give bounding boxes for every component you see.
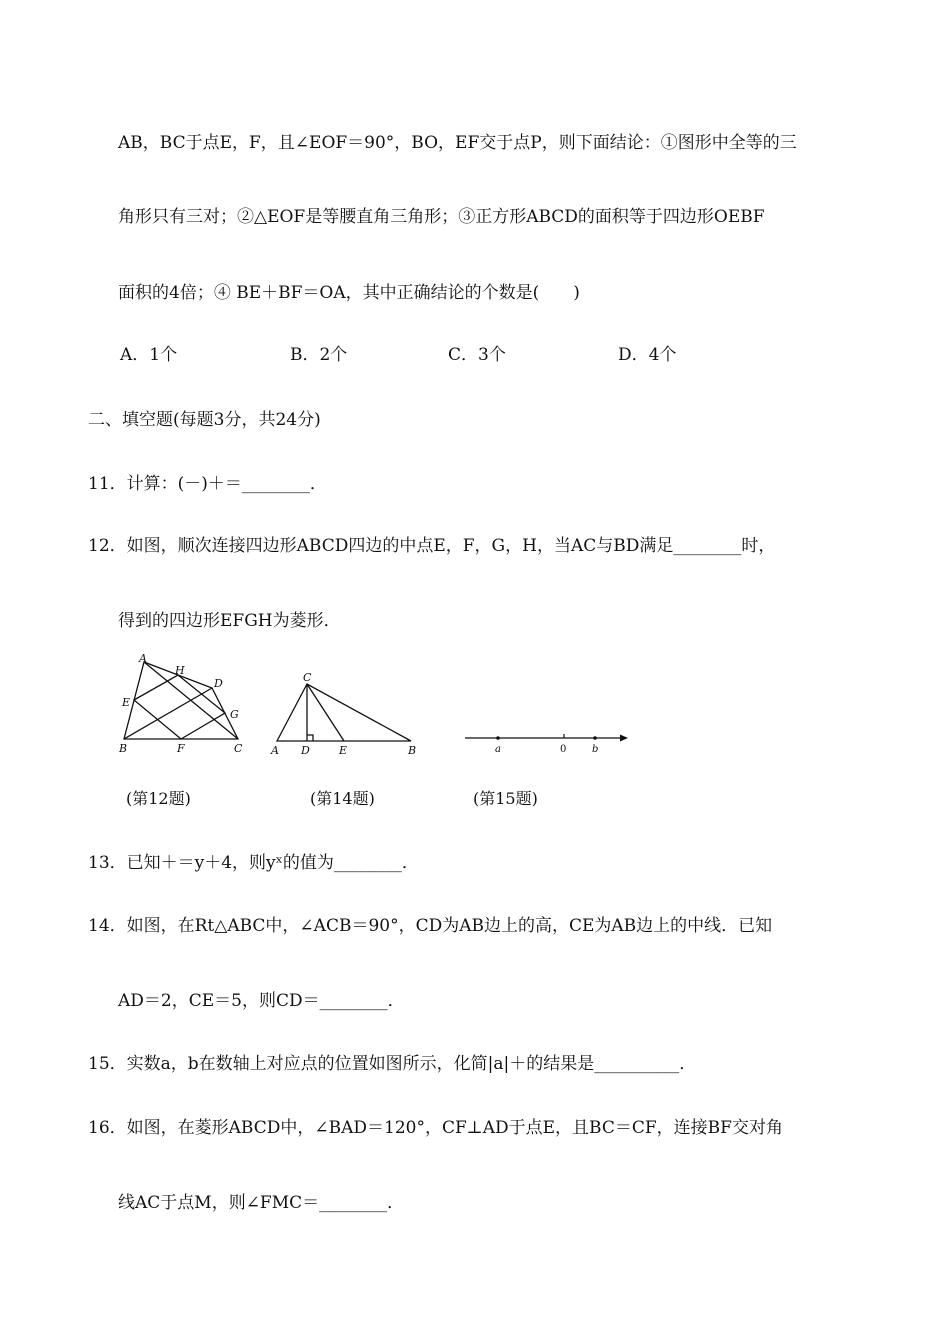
figure-12-quadrilateral <box>112 650 257 760</box>
fig12-caption: (第12题) <box>126 789 191 808</box>
fig14-label-d: D <box>301 744 310 757</box>
q12-line-2: 得到的四边形EFGH为菱形． <box>118 611 341 631</box>
q12-line-1: 12．如图，顺次连接四边形ABCD四边的中点E，F，G，H，当AC与BD满足________时， <box>88 536 776 556</box>
fig15-label-a: a <box>495 744 501 755</box>
q14-line-2: AD＝2，CE＝5，则CD＝________． <box>118 991 405 1011</box>
q10-line-3: 面积的4倍；④ BE＋BF＝OA，其中正确结论的个数是( ) <box>118 283 580 303</box>
fig14-label-a: A <box>271 744 279 757</box>
q10-option-d: D．4个 <box>618 345 677 365</box>
fig12-label-h: H <box>175 664 185 677</box>
question-15: 15．实数a，b在数轴上对应点的位置如图所示，化简|a|＋的结果是__________． <box>88 1054 697 1074</box>
q10-option-b: B．2个 <box>290 345 348 365</box>
fig14-label-c: C <box>303 671 312 684</box>
q14-line-1: 14．如图，在Rt△ABC中，∠ACB＝90°，CD为AB边上的高，CE为AB边上的中线．已知 <box>88 916 773 936</box>
q10-line-2: 角形只有三对；②△EOF是等腰直角三角形；③正方形ABCD的面积等于四边形OEBF <box>118 207 765 227</box>
question-11: 11．计算：(－)＋＝________． <box>88 474 327 494</box>
fig12-label-e: E <box>122 696 131 709</box>
fig14-caption: (第14题) <box>310 789 375 808</box>
fig14-label-e: E <box>339 744 348 757</box>
q10-option-c: C．3个 <box>448 345 506 365</box>
fig12-label-b: B <box>119 742 128 755</box>
fig15-caption: (第15题) <box>473 789 538 808</box>
fig15-label-zero: 0 <box>560 744 567 755</box>
q10-option-a: A．1个 <box>120 345 178 365</box>
q16-line-2: 线AC于点M，则∠FMC＝________． <box>118 1193 405 1213</box>
fig12-label-c: C <box>234 742 243 755</box>
figure-14-right-triangle <box>265 668 425 760</box>
q10-line-1: AB，BC于点E，F，且∠EOF＝90°，BO，EF交于点P，则下面结论：①图形中全等的三 <box>118 133 797 153</box>
fig12-label-f: F <box>177 742 185 755</box>
fig15-label-b: b <box>592 744 599 755</box>
fig12-label-a: A <box>139 652 147 665</box>
fig12-label-g: G <box>230 708 239 721</box>
fig12-label-d: D <box>214 677 223 690</box>
figure-15-number-line <box>460 725 635 760</box>
section-heading: 二、填空题(每题3分，共24分) <box>88 410 321 430</box>
fig14-label-b: B <box>408 744 417 757</box>
q16-line-1: 16．如图，在菱形ABCD中，∠BAD＝120°，CF⊥AD于点E，且BC＝CF，连接BF交对角 <box>88 1118 783 1138</box>
question-13: 13．已知＋＝y＋4，则yˣ的值为________． <box>88 853 419 873</box>
